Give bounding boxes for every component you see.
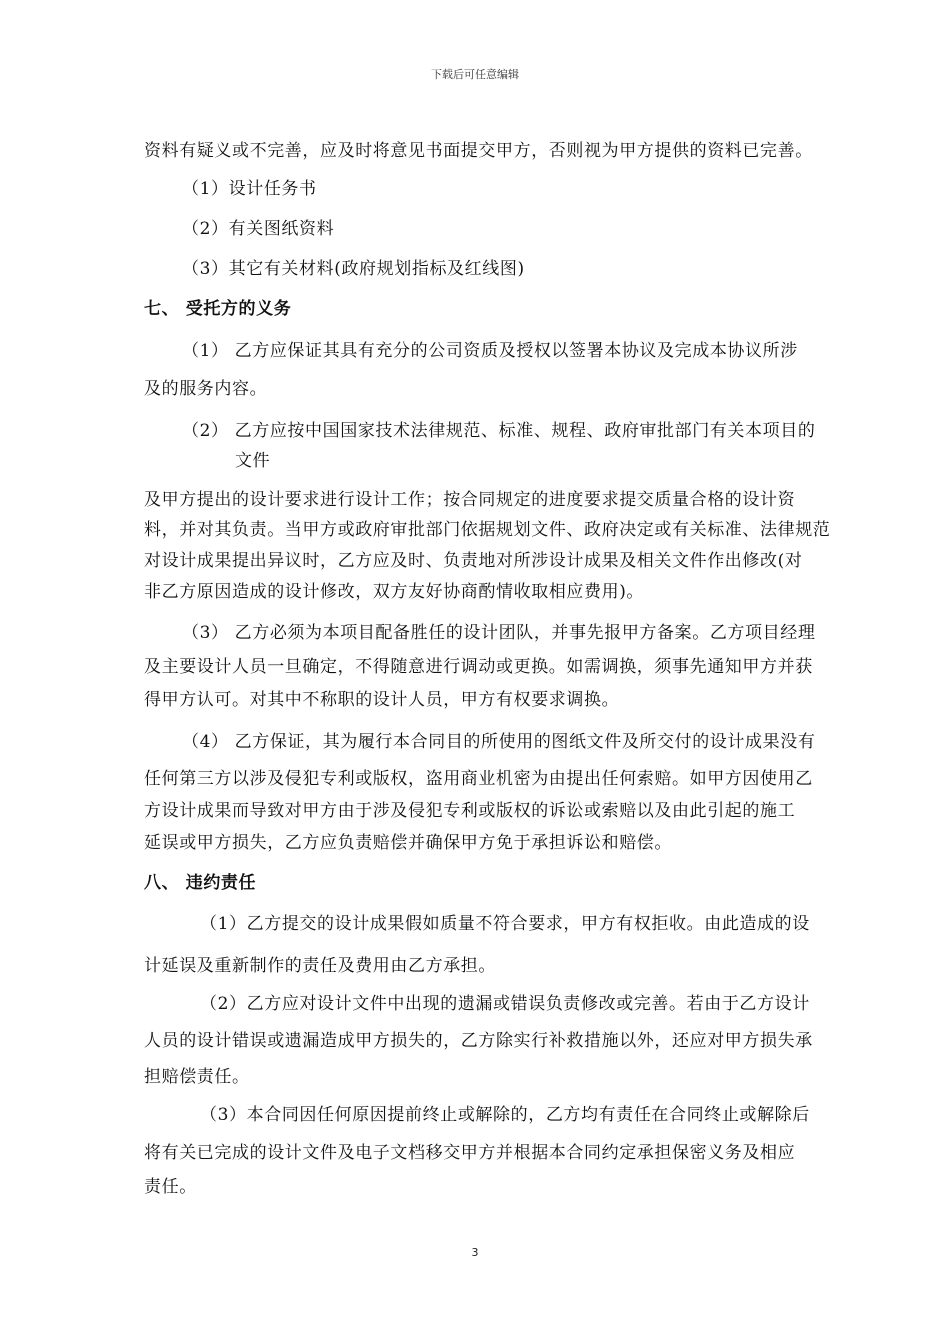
list-item: （1）设计任务书	[182, 179, 317, 199]
body-line: 方设计成果而导致对甲方由于涉及侵犯专利或版权的诉讼或索赔以及由此引起的施工	[144, 801, 796, 821]
body-line: 延误或甲方损失，乙方应负责赔偿并确保甲方免于承担诉讼和赔偿。	[144, 833, 672, 853]
body-line: 及主要设计人员一旦确定，不得随意进行调动或更换。如需调换，须事先通知甲方并获	[144, 657, 813, 677]
body-line: 担赔偿责任。	[144, 1067, 250, 1087]
body-line: 对设计成果提出异议时，乙方应及时、负责地对所涉设计成果及相关文件作出修改(对	[144, 551, 803, 571]
body-line: 任何第三方以涉及侵犯专利或版权，盗用商业机密为由提出任何索赔。如甲方因使用乙	[144, 769, 813, 789]
body-line: 料，并对其负责。当甲方或政府审批部门依据规划文件、政府决定或有关标准、法律规范	[144, 520, 831, 540]
clause-line: （1） 乙方应保证其具有充分的公司资质及授权以签署本协议及完成本协议所涉	[182, 341, 798, 361]
body-line: 责任。	[144, 1177, 197, 1197]
list-item: （2）有关图纸资料	[182, 219, 335, 239]
body-line: 非乙方原因造成的设计修改，双方友好协商酌情收取相应费用)。	[144, 582, 645, 602]
body-line: 人员的设计错误或遗漏造成甲方损失的，乙方除实行补救措施以外，还应对甲方损失承	[144, 1031, 813, 1051]
section-heading: 七、 受托方的义务	[144, 299, 292, 319]
body-line: 资料有疑义或不完善，应及时将意见书面提交甲方，否则视为甲方提供的资料已完善。	[144, 141, 813, 161]
body-line: 及甲方提出的设计要求进行设计工作；按合同规定的进度要求提交质量合格的设计资	[144, 490, 796, 510]
section-heading: 八、 违约责任	[144, 873, 257, 893]
body-line: 得甲方认可。对其中不称职的设计人员，甲方有权要求调换。	[144, 690, 620, 710]
list-item: （3）其它有关材料(政府规划指标及红线图)	[182, 259, 525, 279]
page-number: 3	[471, 1246, 479, 1259]
body-line: 将有关已完成的设计文件及电子文档移交甲方并根据本合同约定承担保密义务及相应	[144, 1143, 796, 1163]
page-header-note: 下载后可任意编辑	[431, 68, 519, 81]
clause-line: （2）乙方应对设计文件中出现的遗漏或错误负责修改或完善。若由于乙方设计	[200, 994, 810, 1014]
clause-line: （4） 乙方保证，其为履行本合同目的所使用的图纸文件及所交付的设计成果没有	[182, 732, 816, 752]
body-line: 文件	[235, 451, 271, 471]
body-line: 及的服务内容。	[144, 379, 268, 399]
body-line: 计延误及重新制作的责任及费用由乙方承担。	[144, 956, 496, 976]
clause-line: （3） 乙方必须为本项目配备胜任的设计团队，并事先报甲方备案。乙方项目经理	[182, 623, 816, 643]
clause-line: （3）本合同因任何原因提前终止或解除的，乙方均有责任在合同终止或解除后	[200, 1105, 810, 1125]
clause-line: （2） 乙方应按中国国家技术法律规范、标准、规程、政府审批部门有关本项目的	[182, 421, 816, 441]
clause-line: （1）乙方提交的设计成果假如质量不符合要求，甲方有权拒收。由此造成的设	[200, 914, 810, 934]
